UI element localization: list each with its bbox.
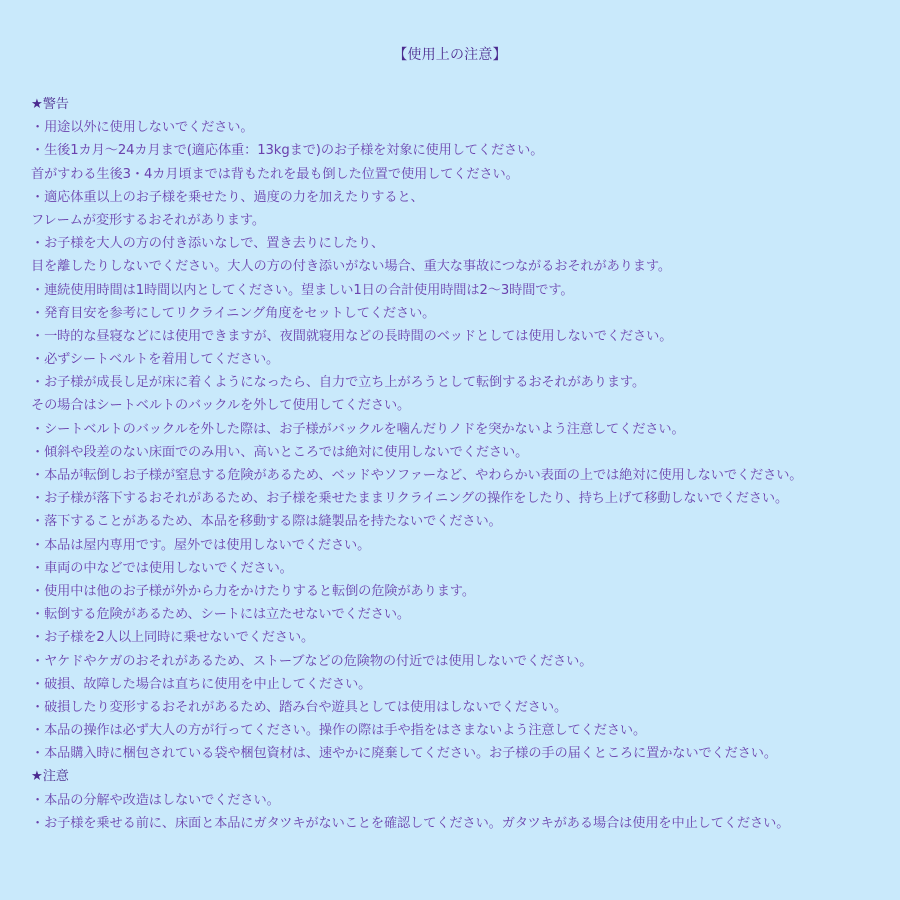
page-title: 【使用上の注意】 [393, 47, 507, 63]
warning-line: ・用途以外に使用しないでください。 [31, 120, 254, 136]
warning-line: ・お子様を2人以上同時に乗せないでください。 [31, 630, 315, 646]
warning-line: その場合はシートベルトのバックルを外して使用してください。 [31, 398, 411, 414]
warning-line: ・適応体重以上のお子様を乗せたり、過度の力を加えたりすると、 [31, 189, 424, 205]
notice-body [31, 93, 891, 835]
warning-line: ・シートベルトのバックルを外した際は、お子様がバックルを噛んだりノドを突かないよう注意してください。 [31, 421, 685, 437]
warning-line: ・落下することがあるため、本品を移動する際は縫製品を持たないでください。 [31, 514, 502, 530]
warning-line: ・傾斜や段差のない床面でのみ用い、高いところでは絶対に使用しないでください。 [31, 444, 529, 460]
warning-line: ・発育目安を参考にしてリクライニング角度をセットしてください。 [31, 305, 436, 321]
warning-line: ・破損、故障した場合は直ちに使用を中止してください。 [31, 676, 372, 692]
warning-line: ・お子様が落下するおそれがあるため、お子様を乗せたままリクライニングの操作をしたり、持ち上げて移動しないでください。 [31, 491, 789, 507]
warning-line: ・本品購入時に梱包されている袋や梱包資材は、速やかに廃棄してください。お子様の手の届くところに置かないでください。 [31, 746, 777, 762]
warning-line: ・お子様を大人の方の付き添いなしで、置き去りにしたり、 [31, 236, 385, 252]
caution-heading: ★注意 [31, 769, 69, 785]
warning-line: ・連続使用時間は1時間以内としてください。望ましい1日の合計使用時間は2〜3時間です。 [31, 282, 574, 298]
warning-line: 目を離したりしないでください。大人の方の付き添いがない場合、重大な事故につながるおそれがあります。 [31, 259, 671, 275]
warning-line: フレームが変形するおそれがあります。 [31, 212, 265, 228]
warning-line: ・本品の操作は必ず大人の方が行ってください。操作の際は手や指をはさまないよう注意してください。 [31, 723, 647, 739]
warning-line: ・ヤケドやケガのおそれがあるため、ストーブなどの危険物の付近では使用しないでください。 [31, 653, 593, 669]
warning-heading: ★警告 [31, 97, 69, 112]
warning-line: ・本品は屋内専用です。屋外では使用しないでください。 [31, 537, 371, 553]
warning-line: ・本品が転倒しお子様が窒息する危険があるため、ベッドやソファーなど、やわらかい表面の上では絶対に使用しないでください。 [31, 468, 803, 483]
warning-line: ・車両の中などでは使用しないでください。 [31, 560, 293, 576]
warning-line: ・必ずシートベルトを着用してください。 [31, 352, 280, 368]
warning-line: ・破損したり変形するおそれがあるため、踏み台や遊具としては使用はしないでください。 [31, 699, 568, 715]
warning-line: 首がすわる生後3・4カ月頃までは背もたれを最も倒した位置で使用してください。 [31, 166, 519, 182]
warning-line: ・一時的な昼寝などには使用できますが、夜間就寝用などの長時間のベッドとしては使用しないでください。 [31, 328, 673, 344]
warning-line: ・お子様が成長し足が床に着くようになったら、自力で立ち上がろうとして転倒するおそれがあります。 [31, 375, 646, 391]
warning-line: ・転倒する危険があるため、シートには立たせないでください。 [31, 607, 411, 623]
warning-line: ・使用中は他のお子様が外から力をかけたりすると転倒の危険があります。 [31, 583, 475, 599]
caution-line: ・本品の分解や改造はしないでください。 [31, 792, 280, 808]
warning-line: ・生後1カ月〜24カ月まで(適応体重：13kgまで)のお子様を対象に使用してください。 [31, 143, 544, 159]
caution-line: ・お子様を乗せる前に、床面と本品にガタツキがないことを確認してください。ガタツキがある場合は使用を中止してください。 [31, 815, 790, 831]
